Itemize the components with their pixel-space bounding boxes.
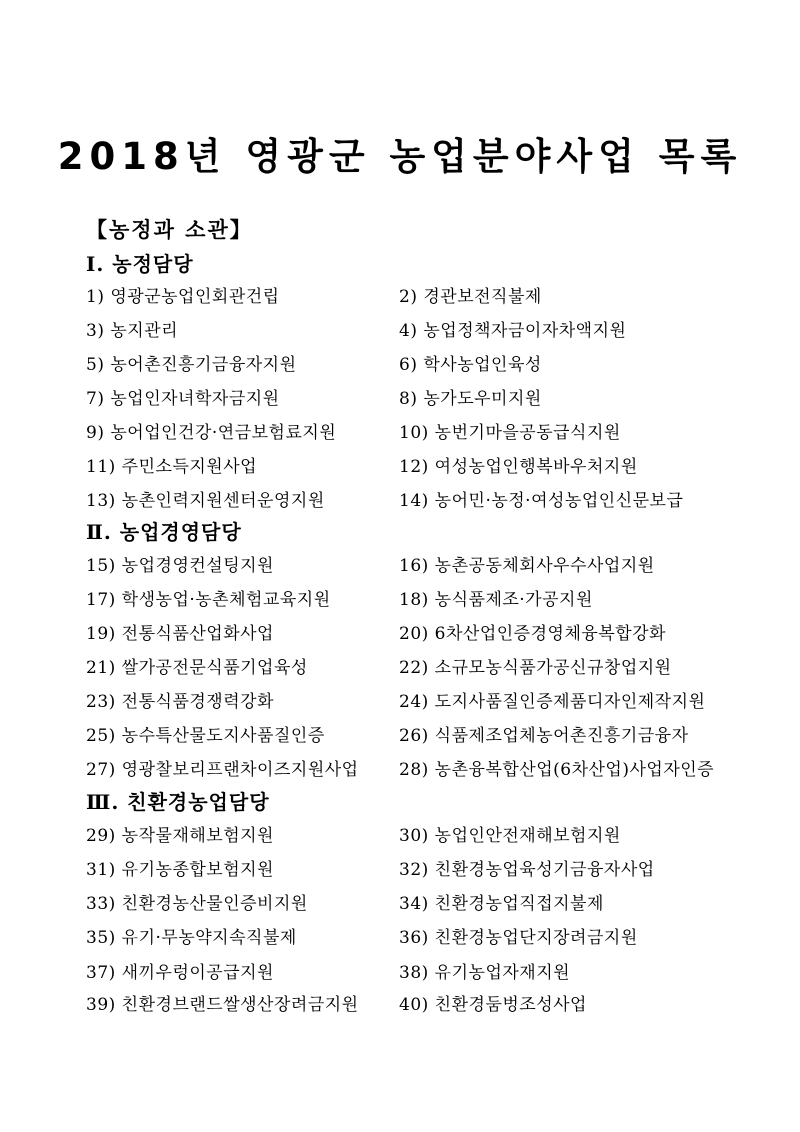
item-number: 34) <box>399 894 429 914</box>
list-item <box>399 687 705 712</box>
list-item <box>86 821 274 846</box>
list-item <box>399 855 655 880</box>
department-heading: 【농정과 소관】 <box>86 217 253 242</box>
item-number: 13) <box>86 491 116 511</box>
item-name: 친환경둠벙조성사업 <box>434 995 587 1015</box>
item-name: 주민소득지원사업 <box>121 457 258 477</box>
item-name: 친환경농업육성기금융자사업 <box>434 860 655 880</box>
item-number: 11) <box>86 457 116 477</box>
list-item <box>86 653 308 678</box>
item-number: 26) <box>399 726 429 746</box>
list-item <box>399 551 655 576</box>
list-item <box>86 551 274 576</box>
item-number: 23) <box>86 692 116 712</box>
list-item <box>86 282 280 307</box>
item-number: 35) <box>86 928 116 948</box>
item-number: 6) <box>399 355 418 375</box>
list-item <box>399 755 714 780</box>
list-item <box>399 452 638 477</box>
item-name: 여성농업인행복바우처지원 <box>434 457 638 477</box>
item-name: 농업인안전재해보험지원 <box>434 826 621 846</box>
item-number: 27) <box>86 760 116 780</box>
item-number: 21) <box>86 658 116 678</box>
item-name: 쌀가공전문식품기업육성 <box>121 658 308 678</box>
list-item <box>86 384 280 409</box>
item-number: 22) <box>399 658 429 678</box>
item-number: 12) <box>399 457 429 477</box>
item-name: 식품제조업체농어촌진흥기금융자 <box>434 726 689 746</box>
item-number: 30) <box>399 826 429 846</box>
item-name: 농촌공동체회사우수사업지원 <box>434 556 655 576</box>
list-item <box>399 418 621 443</box>
item-number: 36) <box>399 928 429 948</box>
item-number: 2) <box>399 287 418 307</box>
list-item <box>86 990 359 1015</box>
item-name: 농어민·농정·여성농업인신문보급 <box>434 491 684 511</box>
list-item <box>86 755 359 780</box>
list-item <box>86 687 274 712</box>
list-item <box>399 619 666 644</box>
item-name: 학사농업인육성 <box>423 355 542 375</box>
list-item <box>399 653 672 678</box>
list-item <box>86 585 331 610</box>
list-item <box>86 855 274 880</box>
item-name: 유기농업자재지원 <box>434 963 571 983</box>
list-item <box>399 958 570 983</box>
item-number: 18) <box>399 590 429 610</box>
item-name: 6차산업인증경영체융복합강화 <box>434 624 666 644</box>
item-name: 농수특산물도지사품질인증 <box>121 726 325 746</box>
item-number: 9) <box>86 423 105 443</box>
item-name: 학생농업·농촌체험교육지원 <box>121 590 331 610</box>
list-item <box>399 889 604 914</box>
item-number: 28) <box>399 760 429 780</box>
item-number: 38) <box>399 963 429 983</box>
item-name: 유기농종합보험지원 <box>121 860 274 880</box>
item-number: 29) <box>86 826 116 846</box>
item-name: 농업정책자금이자차액지원 <box>423 321 627 341</box>
item-number: 20) <box>399 624 429 644</box>
item-name: 영광찰보리프랜차이즈지원사업 <box>121 760 359 780</box>
item-name: 농지관리 <box>110 321 179 341</box>
item-number: 40) <box>399 995 429 1015</box>
item-name: 농업인자녀학자금지원 <box>110 389 280 409</box>
item-name: 농번기마을공동급식지원 <box>434 423 621 443</box>
item-number: 16) <box>399 556 429 576</box>
list-item <box>399 923 638 948</box>
list-item <box>86 418 336 443</box>
list-item <box>86 316 178 341</box>
item-name: 농업경영컨설팅지원 <box>121 556 274 576</box>
item-name: 친환경농산물인증비지원 <box>121 894 308 914</box>
list-item <box>399 486 683 511</box>
item-name: 농어촌진흥기금융자지원 <box>110 355 297 375</box>
item-number: 31) <box>86 860 116 880</box>
list-item <box>399 384 542 409</box>
list-item <box>86 721 325 746</box>
item-name: 농식품제조·가공지원 <box>434 590 593 610</box>
item-name: 친환경농업단지장려금지원 <box>434 928 638 948</box>
list-item <box>86 958 274 983</box>
item-number: 5) <box>86 355 105 375</box>
item-name: 전통식품경쟁력강화 <box>121 692 274 712</box>
list-item <box>399 821 621 846</box>
item-name: 농작물재해보험지원 <box>121 826 274 846</box>
list-item <box>399 316 626 341</box>
item-name: 도지사품질인증제품디자인제작지원 <box>434 692 706 712</box>
item-number: 37) <box>86 963 116 983</box>
item-name: 친환경브랜드쌀생산장려금지원 <box>121 995 359 1015</box>
item-name: 농촌융복합산업(6차산업)사업자인증 <box>434 760 715 780</box>
item-name: 소규모농식품가공신규창업지원 <box>434 658 672 678</box>
list-item <box>86 350 297 375</box>
item-number: 25) <box>86 726 116 746</box>
section-heading-1: Ⅰ. 농정담당 <box>86 252 194 276</box>
item-name: 경관보전직불제 <box>423 287 542 307</box>
item-number: 17) <box>86 590 116 610</box>
item-number: 4) <box>399 321 418 341</box>
item-number: 3) <box>86 321 105 341</box>
list-item <box>86 486 325 511</box>
item-number: 10) <box>399 423 429 443</box>
list-item <box>399 282 542 307</box>
item-number: 33) <box>86 894 116 914</box>
list-item <box>399 585 593 610</box>
item-name: 친환경농업직접지불제 <box>434 894 604 914</box>
item-number: 7) <box>86 389 105 409</box>
item-name: 유기·무농약지속직불제 <box>121 928 297 948</box>
item-name: 농촌인력지원센터운영지원 <box>121 491 325 511</box>
list-item <box>399 350 542 375</box>
list-item <box>86 923 297 948</box>
list-item <box>86 619 274 644</box>
section-heading-2: Ⅱ. 농업경영담당 <box>86 520 242 544</box>
list-item <box>86 452 257 477</box>
section-heading-3: Ⅲ. 친환경농업담당 <box>86 790 270 814</box>
item-name: 농가도우미지원 <box>423 389 542 409</box>
item-number: 14) <box>399 491 429 511</box>
item-name: 영광군농업인회관건립 <box>110 287 280 307</box>
item-number: 8) <box>399 389 418 409</box>
list-item <box>86 889 308 914</box>
item-number: 39) <box>86 995 116 1015</box>
item-number: 19) <box>86 624 116 644</box>
item-number: 1) <box>86 287 105 307</box>
page-title: 2018년 영광군 농업분야사업 목록 <box>57 135 743 178</box>
list-item <box>399 990 587 1015</box>
item-name: 새끼우렁이공급지원 <box>121 963 274 983</box>
item-name: 농어업인건강·연금보험료지원 <box>110 423 337 443</box>
list-item <box>399 721 689 746</box>
item-name: 전통식품산업화사업 <box>121 624 274 644</box>
item-number: 32) <box>399 860 429 880</box>
item-number: 24) <box>399 692 429 712</box>
item-number: 15) <box>86 556 116 576</box>
